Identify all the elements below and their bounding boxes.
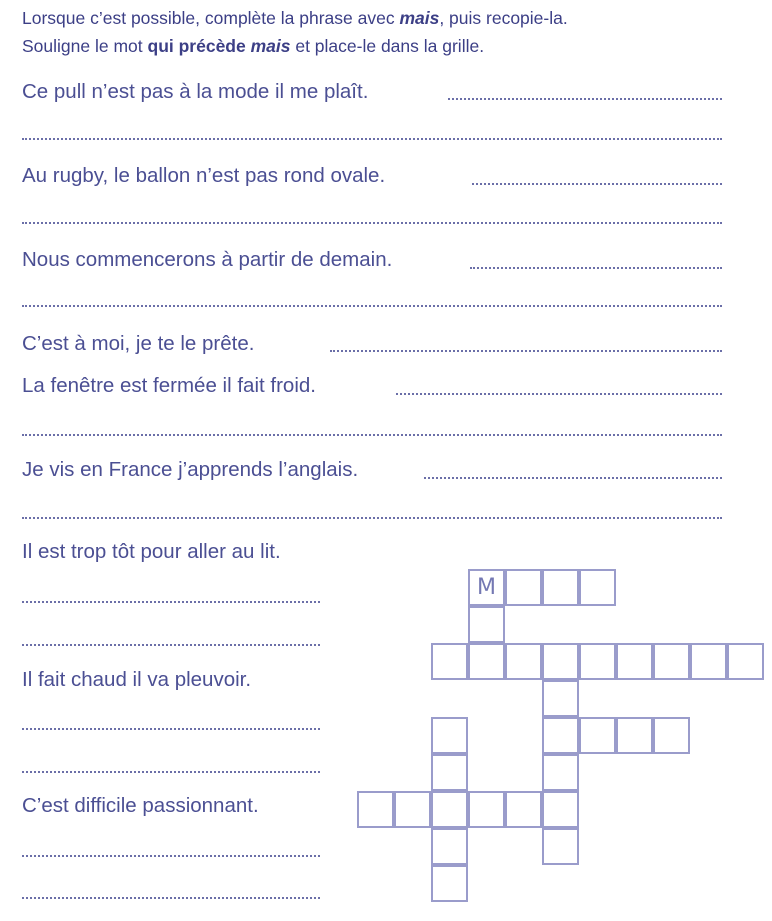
crossword-cell[interactable] [616,643,653,680]
crossword-cell[interactable] [431,643,468,680]
sentence-7: Il est trop tôt pour aller au lit. [22,540,281,563]
sentence-3: Nous commencerons à partir de demain. [22,248,393,271]
instruction-text: Lorsque c’est possible, complète la phrase avec [22,8,400,28]
instruction-text: et place-le dans la grille. [290,36,485,56]
answer-line[interactable] [472,183,722,185]
answer-line[interactable] [396,393,722,395]
keyword-qui-precede: qui précède [147,36,251,56]
crossword-cell[interactable] [653,643,690,680]
instruction-text: Souligne le mot [22,36,148,56]
crossword-cell[interactable] [542,643,579,680]
answer-line[interactable] [22,771,320,773]
answer-line[interactable] [22,897,320,899]
crossword-cell[interactable] [690,643,727,680]
answer-line[interactable] [470,267,722,269]
answer-line[interactable] [448,98,722,100]
answer-line[interactable] [424,477,722,479]
answer-line[interactable] [22,601,320,603]
crossword-cell[interactable] [357,791,394,828]
crossword-cell[interactable] [727,643,764,680]
crossword-cell[interactable] [468,643,505,680]
crossword-cell[interactable] [579,643,616,680]
crossword-cell[interactable] [431,828,468,865]
crossword-cell[interactable] [542,791,579,828]
answer-line[interactable] [22,855,320,857]
crossword-cell[interactable] [468,569,505,606]
crossword-cell[interactable] [505,569,542,606]
sentence-1: Ce pull n’est pas à la mode il me plaît. [22,80,369,103]
sentence-5: La fenêtre est fermée il fait froid. [22,374,316,397]
crossword-cell[interactable] [542,754,579,791]
crossword-cell[interactable] [394,791,431,828]
answer-line[interactable] [22,434,722,436]
crossword-cell[interactable] [468,606,505,643]
crossword-cell[interactable] [616,717,653,754]
answer-line[interactable] [22,222,722,224]
crossword-cell[interactable] [579,569,616,606]
sentence-9: C’est difficile passionnant. [22,794,259,817]
answer-line[interactable] [22,138,722,140]
crossword-cell[interactable] [505,643,542,680]
answer-line[interactable] [22,517,722,519]
crossword-cell[interactable] [542,680,579,717]
crossword-cell[interactable] [653,717,690,754]
crossword-cell[interactable] [431,865,468,902]
crossword-cell[interactable] [542,569,579,606]
answer-line[interactable] [22,728,320,730]
crossword-cell[interactable] [431,754,468,791]
keyword-mais: mais [250,36,291,56]
answer-line[interactable] [22,305,722,307]
crossword-cell[interactable] [579,717,616,754]
answer-line[interactable] [22,644,320,646]
crossword-cell[interactable] [431,791,468,828]
answer-line[interactable] [330,350,722,352]
instruction-line-2 [22,38,484,56]
crossword-cell[interactable] [468,791,505,828]
sentence-4: C’est à moi, je te le prête. [22,332,255,355]
keyword-mais: mais [399,8,440,28]
sentence-2: Au rugby, le ballon n’est pas rond ovale. [22,164,386,187]
crossword-cell[interactable] [542,828,579,865]
crossword-cell[interactable] [505,791,542,828]
sentence-6: Je vis en France j’apprends l’anglais. [22,458,359,481]
crossword-cell[interactable] [542,717,579,754]
given-letter: M [477,575,496,600]
instruction-line-1 [22,10,568,28]
instruction-text: , puis recopie-la. [439,8,568,28]
sentence-8: Il fait chaud il va pleuvoir. [22,668,252,691]
crossword-cell[interactable] [431,717,468,754]
